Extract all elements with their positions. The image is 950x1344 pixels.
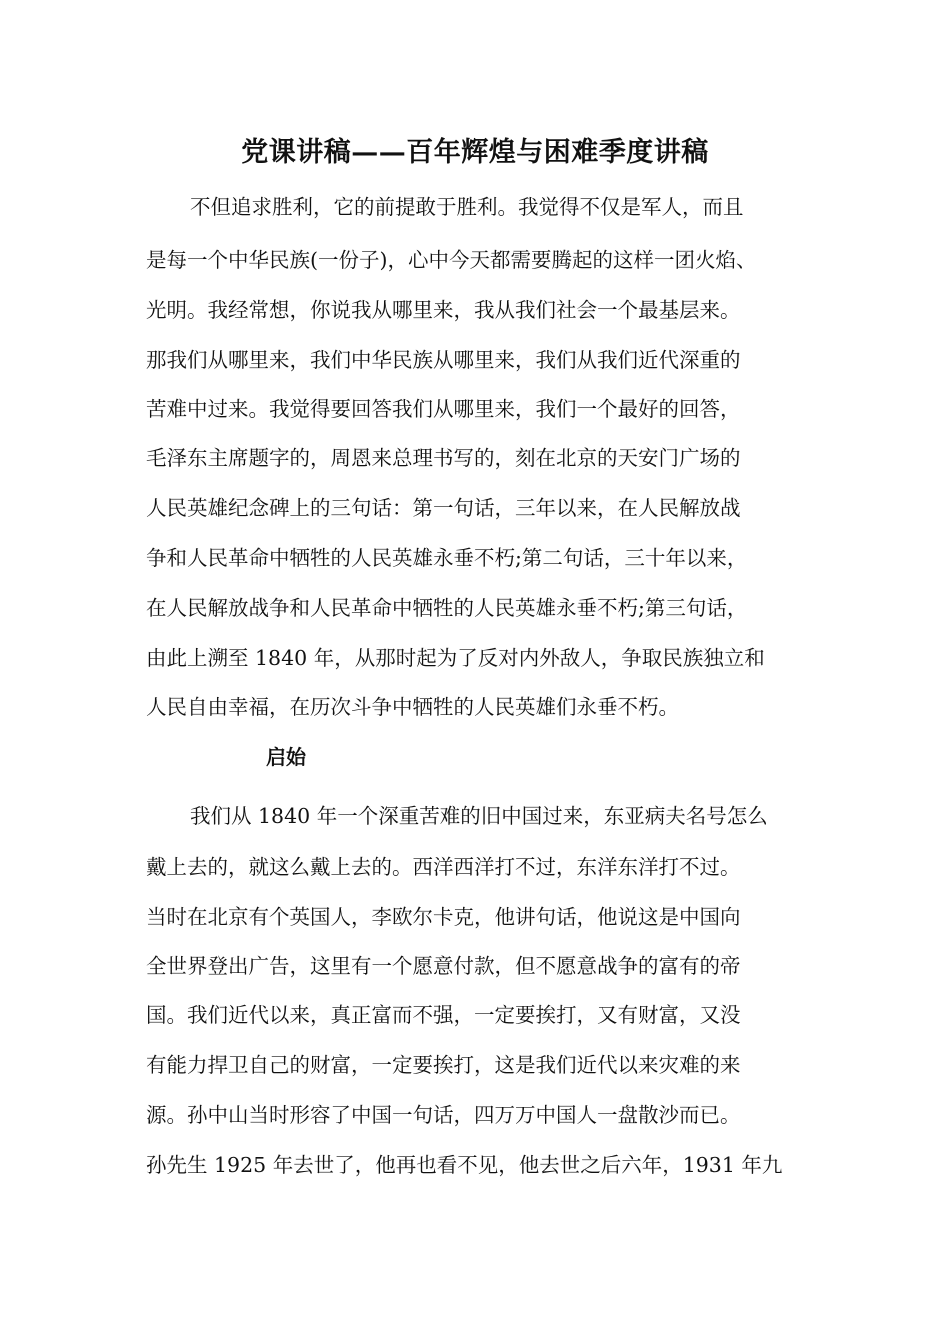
paragraph-line: 源。孙中山当时形容了中国一句话，四万万中国人一盘散沙而已。: [146, 1103, 741, 1127]
paragraph-line: 我们从 1840 年一个深重苦难的旧中国过来，东亚病夫名号怎么: [190, 804, 768, 828]
section-heading: 启始: [266, 745, 306, 769]
document-title: 党课讲稿——百年辉煌与困难季度讲稿: [241, 137, 709, 168]
paragraph-line: 不但追求胜利，它的前提敢于胜利。我觉得不仅是军人，而且: [190, 195, 744, 219]
paragraph-line: 那我们从哪里来，我们中华民族从哪里来，我们从我们近代深重的: [146, 348, 741, 372]
paragraph-line: 戴上去的，就这么戴上去的。西洋西洋打不过，东洋东洋打不过。: [146, 855, 741, 879]
paragraph-line: 争和人民革命中牺牲的人民英雄永垂不朽;第二句话，三十年以来，: [146, 546, 748, 570]
paragraph-line: 人民自由幸福，在历次斗争中牺牲的人民英雄们永垂不朽。: [146, 695, 679, 719]
paragraph-line: 人民英雄纪念碑上的三句话：第一句话，三年以来，在人民解放战: [146, 496, 741, 520]
paragraph-line: 国。我们近代以来，真正富而不强，一定要挨打，又有财富，又没: [146, 1003, 741, 1027]
paragraph-line: 有能力捍卫自己的财富，一定要挨打，这是我们近代以来灾难的来: [146, 1053, 741, 1077]
paragraph-line: 光明。我经常想，你说我从哪里来，我从我们社会一个最基层来。: [146, 298, 741, 322]
paragraph-line: 是每一个中华民族(一份子)，心中今天都需要腾起的这样一团火焰、: [146, 248, 757, 272]
paragraph-line: 毛泽东主席题字的，周恩来总理书写的，刻在北京的天安门广场的: [146, 446, 741, 470]
paragraph-line: 由此上溯至 1840 年，从那时起为了反对内外敌人，争取民族独立和: [146, 646, 765, 670]
paragraph-line: 当时在北京有个英国人，李欧尔卡克，他讲句话，他说这是中国向: [146, 905, 741, 929]
paragraph-line: 全世界登出广告，这里有一个愿意付款，但不愿意战争的富有的帝: [146, 954, 741, 978]
paragraph-line: 在人民解放战争和人民革命中牺牲的人民英雄永垂不朽;第三句话，: [146, 596, 748, 620]
paragraph-line: 孙先生 1925 年去世了，他再也看不见，他去世之后六年，1931 年九: [146, 1153, 783, 1177]
paragraph-line: 苦难中过来。我觉得要回答我们从哪里来，我们一个最好的回答，: [146, 397, 741, 421]
